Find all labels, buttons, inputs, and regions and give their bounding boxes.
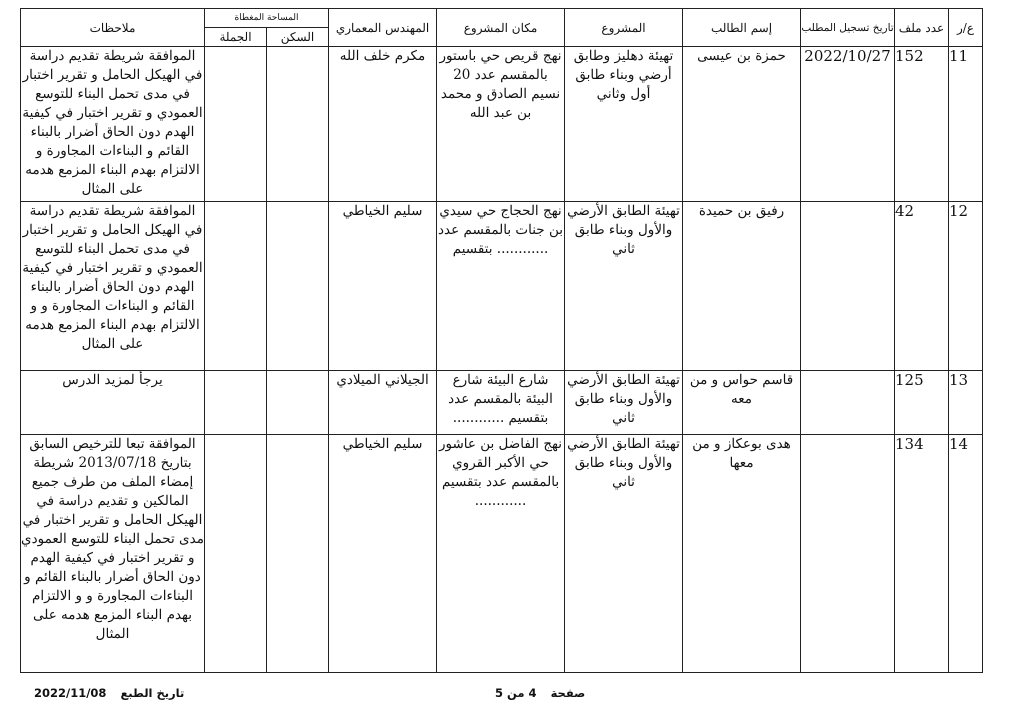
header-project: المشروع xyxy=(565,9,683,47)
header-architect: المهندس المعماري xyxy=(329,9,437,47)
cell-project: تهيئة الطابق الأرضي والأول وبناء طابق ثاني xyxy=(565,370,683,435)
cell-project: تهيئة الطابق الأرضي والأول وبناء طابق ثاني xyxy=(565,201,683,370)
page-total: 5 xyxy=(495,686,504,700)
page-label: صفحة xyxy=(550,686,586,700)
cell-location: نهج الحجاج حي سيدي بن جنات بالمقسم عدد ............ بتقسيم xyxy=(437,201,565,370)
cell-area-residential xyxy=(267,435,329,673)
cell-notes: يرجأ لمزيد الدرس xyxy=(21,370,205,435)
cell-area-residential xyxy=(267,370,329,435)
print-date xyxy=(34,686,184,700)
table-row xyxy=(21,201,983,370)
cell-reg-date xyxy=(801,435,895,673)
header-notes: ملاحظات xyxy=(21,9,205,47)
cell-reg-date: 2022/10/27 xyxy=(801,47,895,202)
cell-order-no: 14 xyxy=(949,435,983,673)
header-location: مكان المشروع xyxy=(437,9,565,47)
cell-location: نهج الفاضل بن عاشور حي الأكبر القروي بالمقسم عدد بتقسيم ............ xyxy=(437,435,565,673)
header-covered-area: المساحة المغطاة xyxy=(205,9,329,28)
page-of: من xyxy=(507,686,525,700)
cell-location: نهج قريص حي باستور بالمقسم عدد 20 نسيم الصادق و محمد بن عبد الله xyxy=(437,47,565,202)
cell-area-total xyxy=(205,435,267,673)
print-date-label: تاريخ الطبع xyxy=(120,686,185,700)
cell-location: شارع البيئة شارع البيئة بالمقسم عدد بتقسيم ............ xyxy=(437,370,565,435)
header-reg-date: تاريخ تسجيل المطلب xyxy=(801,9,895,47)
print-date-value: 2022/11/08 xyxy=(34,686,107,700)
cell-architect: مكرم خلف الله xyxy=(329,47,437,202)
cell-project: تهيئة الطابق الأرضي والأول وبناء طابق ثاني xyxy=(565,435,683,673)
cell-applicant: قاسم حواس و من معه xyxy=(683,370,801,435)
page-current: 4 xyxy=(528,686,537,700)
cell-file-no: 125 xyxy=(895,370,949,435)
cell-applicant: رفيق بن حميدة xyxy=(683,201,801,370)
table-row xyxy=(21,47,983,202)
header-area-residential: السكن xyxy=(267,28,329,47)
cell-file-no: 42 xyxy=(895,201,949,370)
cell-reg-date xyxy=(801,201,895,370)
cell-area-residential xyxy=(267,201,329,370)
cell-architect: سليم الخياطي xyxy=(329,435,437,673)
table-row xyxy=(21,435,983,673)
header-order-no: ع/ر xyxy=(949,9,983,47)
header-area-total: الجملة xyxy=(205,28,267,47)
cell-notes: الموافقة شريطة تقديم دراسة في الهيكل الحامل و تقرير اختبار في مدى تحمل البناء للتوسع العمودي و تقرير اختبار في كيفية الهدم دون الحاق أضرار بالبناء القائم و البناءات المجاورة و الالتزام بهدم البناء المزمع هدمه على المثال xyxy=(21,47,205,202)
header-applicant: إسم الطالب xyxy=(683,9,801,47)
cell-area-total xyxy=(205,201,267,370)
cell-architect: الجيلاني الميلادي xyxy=(329,370,437,435)
cell-order-no: 13 xyxy=(949,370,983,435)
cell-applicant: حمزة بن عيسى xyxy=(683,47,801,202)
cell-area-total xyxy=(205,370,267,435)
table-row xyxy=(21,370,983,435)
cell-notes: الموافقة تبعا للترخيص السابق بتاريخ 2013/07/18 شريطة إمضاء الملف من طرف جميع المالكين و تقديم دراسة في الهيكل الحامل و تقرير اختبار في مدى تحمل البناء للتوسع العمودي و تقرير اختبار في كيفية الهدم دون الحاق أضرار بالبناء القائم و البناءات المجاورة و و الالتزام بهدم البناء المزمع هدمه على المثال xyxy=(21,435,205,673)
cell-notes: الموافقة شريطة تقديم دراسة في الهيكل الحامل و تقرير اختبار في مدى تحمل البناء للتوسع العمودي و تقرير اختبار في كيفية الهدم دون الحاق أضرار بالبناء القائم و البناءات المجاورة و و الالتزام بهدم البناء المزمع هدمه على المثال xyxy=(21,201,205,370)
header-row xyxy=(21,9,983,28)
cell-file-no: 152 xyxy=(895,47,949,202)
cell-file-no: 134 xyxy=(895,435,949,673)
header-file-no: عدد ملف xyxy=(895,9,949,47)
cell-reg-date xyxy=(801,370,895,435)
cell-architect: سليم الخياطي xyxy=(329,201,437,370)
cell-area-residential xyxy=(267,47,329,202)
cell-project: تهيئة دهليز وطابق أرضي وبناء طابق أول وثاني xyxy=(565,47,683,202)
cell-order-no: 12 xyxy=(949,201,983,370)
permits-table xyxy=(20,8,983,673)
cell-order-no: 11 xyxy=(949,47,983,202)
page-number xyxy=(495,686,585,700)
cell-area-total xyxy=(205,47,267,202)
cell-applicant: هدى بوعكاز و من معها xyxy=(683,435,801,673)
